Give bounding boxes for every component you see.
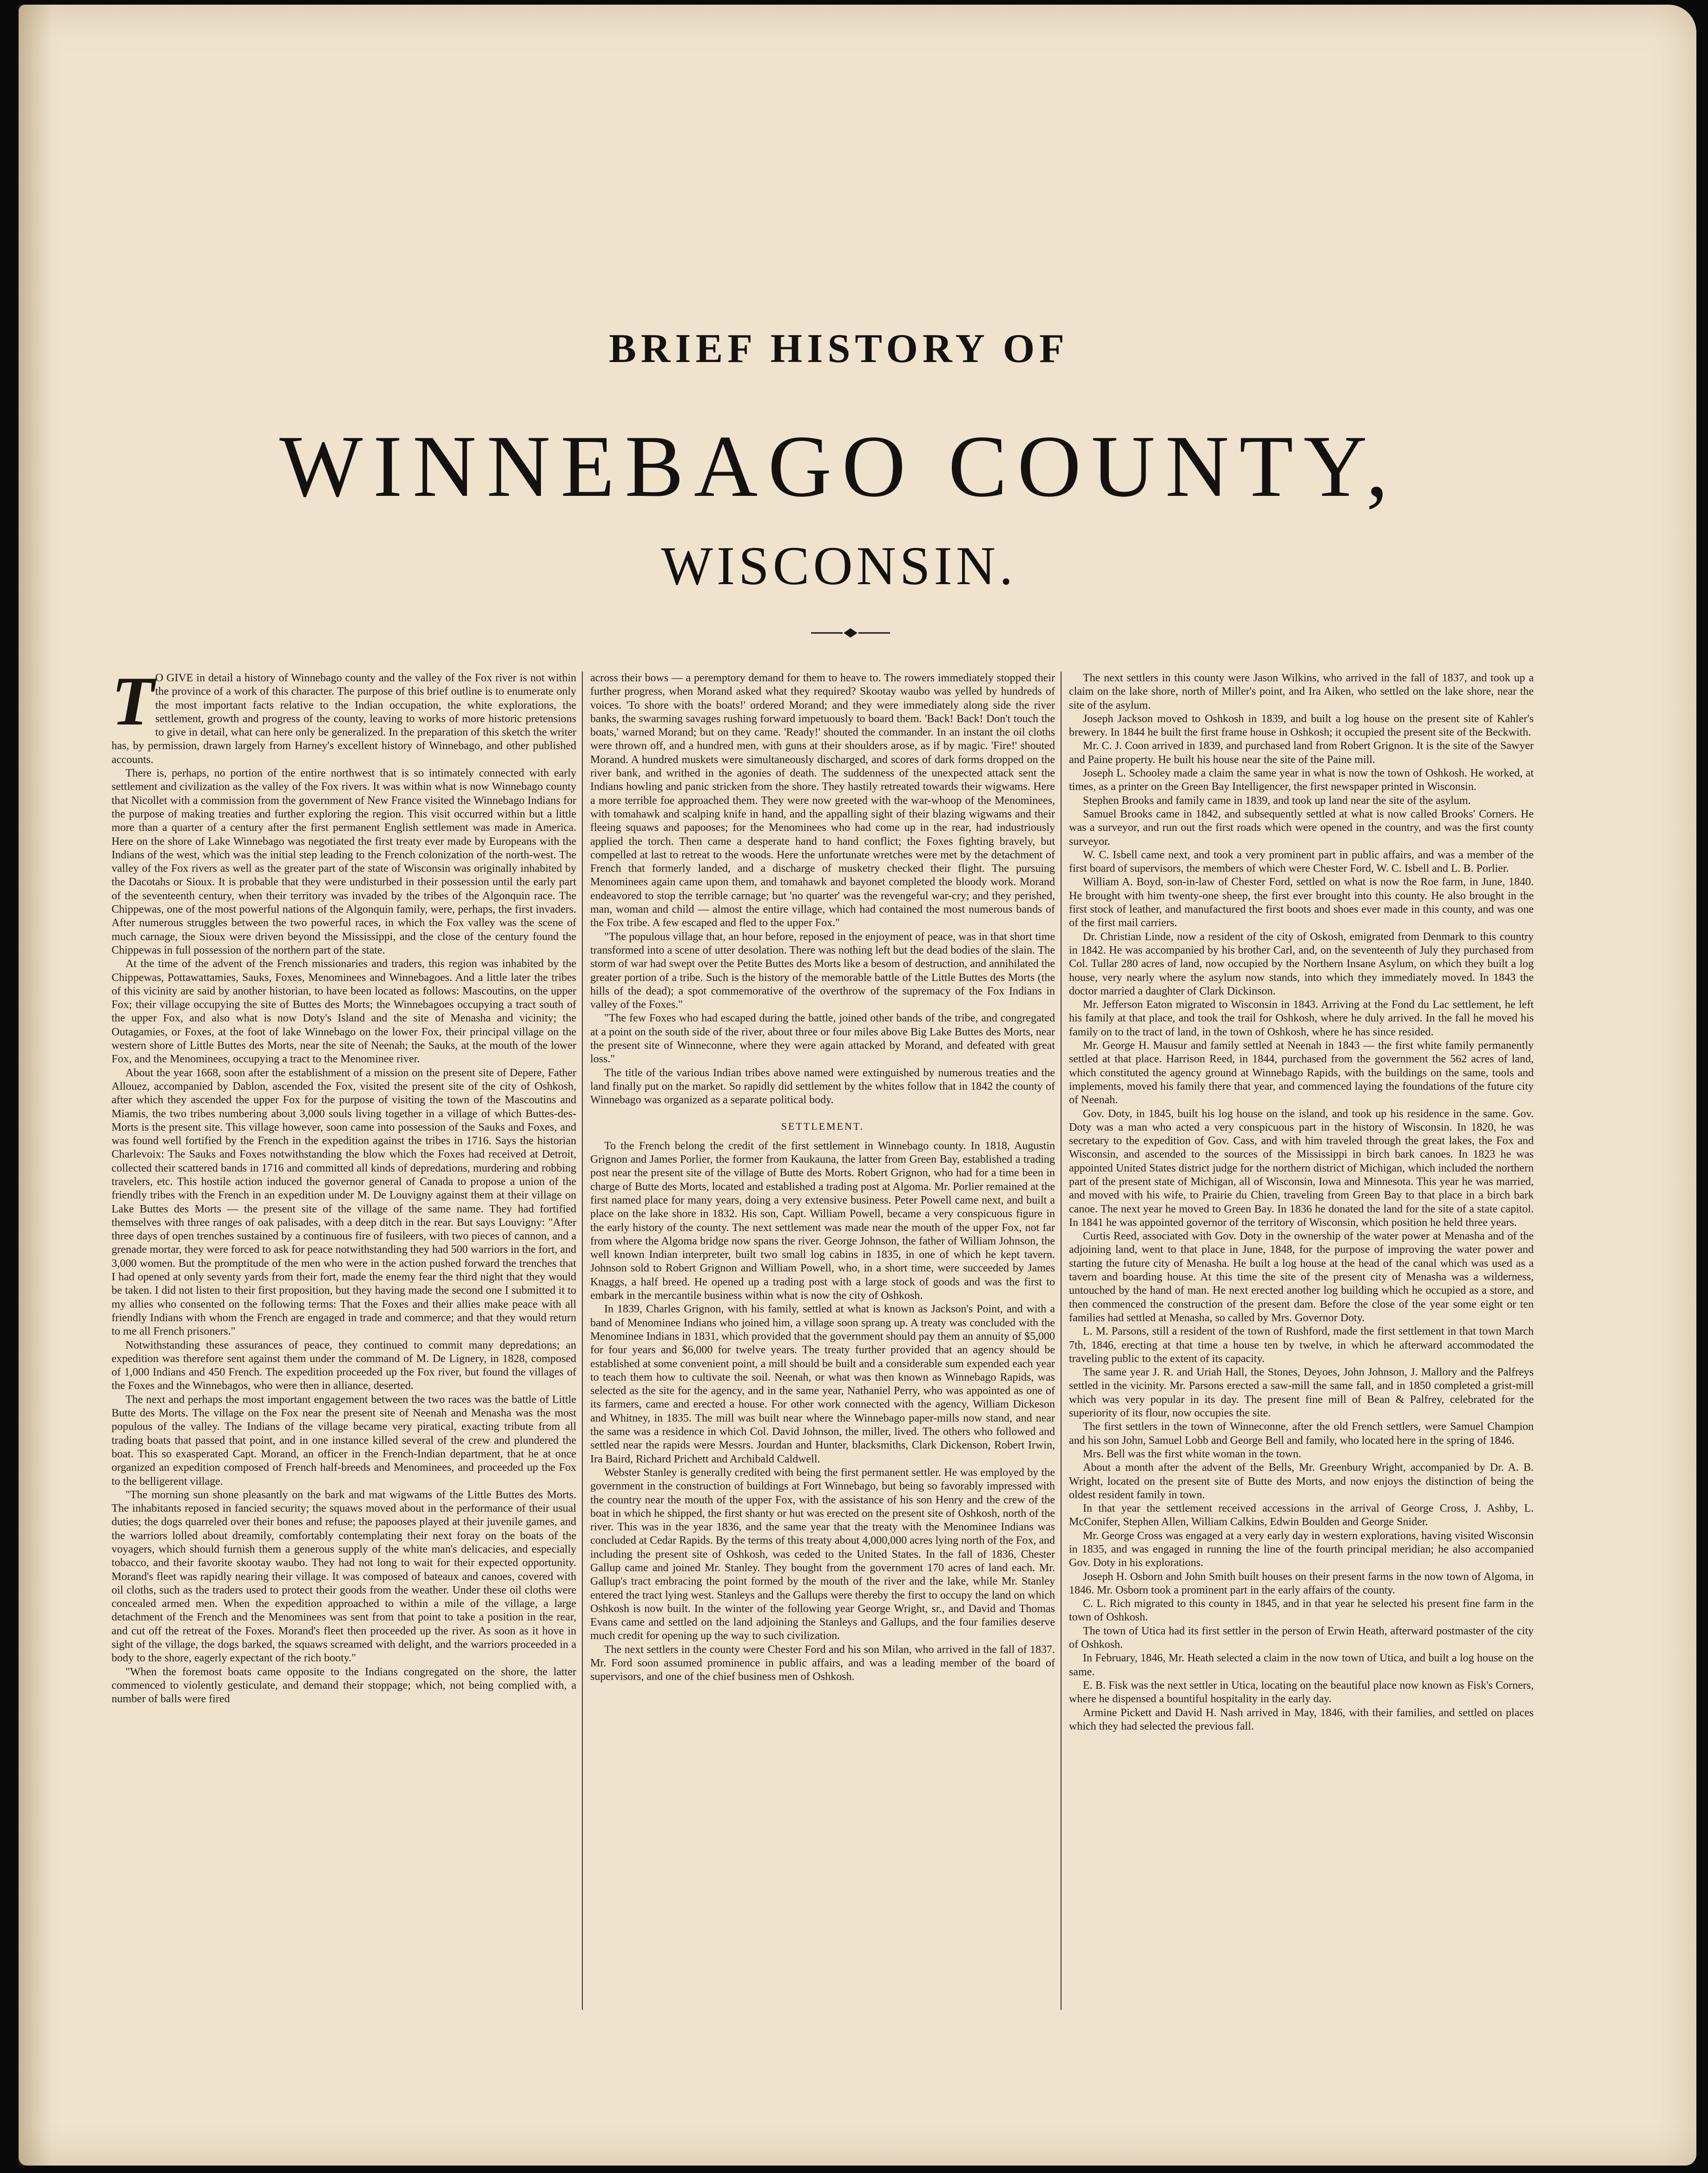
- column-1: [112, 663, 576, 1706]
- paragraph: At the time of the advent of the French missionaries and traders, this region was inhabited by the Chippewas, Pottawattamies, Sauks, Foxes, Menominees and Winnebagoes. And a little later the tribes of this vicinity are said by another historian, to have been located as follows: Mascoutins, on the upper Fox; their village occupying the site of Buttes des Morts; the Winnebagoes occupying a tract south of the upper Fox, and also what is now Doty's Island and the site of Menasha and vicinity; the Outagamies, or Foxes, at the foot of lake Winnebago on the lower Fox, their principal village on the western shore of Little Buttes des Morts, near the site of Neenah; the Sauks, at the mouth of the lower Fox, and the Menominees, occupying a tract to the Menominee river.: [112, 958, 576, 1066]
- headline-brief-history: BRIEF HISTORY OF: [609, 326, 1069, 371]
- paragraph: Mr. George Cross was engaged at a very early day in western explorations, having visited Wisconsin in 1835, and was engaged in running the line of the fourth principal meridian; he also accompanied Gov. Doty in his explorations.: [1069, 1529, 1534, 1569]
- paragraph: About a month after the advent of the Bells, Mr. Greenbury Wright, accompanied by Dr. A. B. Wright, located on the present site of Butte des Morts, and now enjoys the distinction of being the oldest resident family in town.: [1069, 1462, 1534, 1501]
- paragraph: In 1839, Charles Grignon, with his family, settled at what is known as Jackson's Point, and with a band of Menominee Indians who joined him, a village soon sprang up. A treaty was concluded with the Menominee Indians in 1831, which provided that the government should pay them an annuity of $5,000 for four years and $6,000 for twelve years. The treaty further provided that an agency should be established at some convenient point, a mill should be built and a considerable sum expended each year to teach them how to cultivate the soil. Neenah, or what was then known as Winnebago Rapids, was selected as the site for the agency, and in the same year, Nathaniel Perry, who was appointed as one of its farmers, came and erected a house. For other work connected with the agency, William Dickeson and Whitney, in 1835. The mill was built near where the Winnebago paper-mills now stand, and near the same was a residence in which Col. David Johnson, the miller, lived. The others who followed and settled near the rapids were Messrs. Jourdan and Hunter, blacksmiths, Clark Dickenson, Robert Irwin, Ira Baird, Richard Prichett and Archibald Caldwell.: [590, 1303, 1055, 1465]
- paragraph: Joseph Jackson moved to Oshkosh in 1839, and built a log house on the present site of Kahler's brewery. In 1844 he built the first frame house in Oshkosh; it occupied the present site of the Beckwith.: [1069, 712, 1534, 739]
- paragraph: Mr. C. J. Coon arrived in 1839, and purchased land from Robert Grignon. It is the site of the Sawyer and Paine property. He built his house near the site of the Paine mill.: [1069, 740, 1534, 766]
- paragraph: About the year 1668, soon after the establishment of a mission on the present site of Depere, Father Allouez, accompanied by Dablon, ascended the Fox, visited the present site of the city of Oshkosh, after which they ascended the upper Fox for the purpose of visiting the town of the Mascoutins and Miamis, the two tribes numbering about 3,000 souls living together in a village of which Buttes-des-Morts is the present site. This village however, soon came into possession of the Sauks and Foxes, and was found well fortified by the French in the expedition against the tribes in 1716. Says the historian Charlevoix: The Sauks and Foxes notwithstanding the blow which the Foxes had received at Detroit, collected their scattered bands in 1716 and committed all kinds of depredations, murdering and robbing travelers, etc. This hostile action induced the governor general of Canada to propose a union of the friendly tribes with the French in an expedition under M. De Louvigny against them at their village on Lake Buttes des Morts — the present site of the village of the same name. They had fortified themselves with three ranges of oak palisades, with a deep ditch in the rear. But says Louvigny: "After three days of open trenches sustained by a continuous fire of fusileers, with two pieces of cannon, and a grenade mortar, they were forced to ask for peace notwithstanding they had 500 warriors in the fort, and 3,000 women. But the promptitude of the men who were in the action pushed forward the trenches that I had opened at only seventy yards from their fort, made the enemy fear the third night that they would be taken. I did not listen to their first proposition, but they having made the second one I submitted it to my allies who consented on the following terms: That the Foxes and their allies make peace with all friendly Indians with whom the French are engaged in trade and commerce; and that they would return to me all French prisoners.": [112, 1067, 576, 1338]
- paragraph: "The populous village that, an hour before, reposed in the enjoyment of peace, was in that short time transformed into a scene of utter desolation. There was nothing left but the dead bodies of the slain. The storm of war had swept over the Petite Buttes des Morts like a besom of destruction, and annihilated the greater portion of a tribe. Such is the history of the memorable battle of the Little Buttes des Morts (the hills of the dead); a spot commemorative of the overthrow of the supremacy of the Fox Indians in valley of the Foxes.": [590, 930, 1055, 1011]
- paragraph: William A. Boyd, son-in-law of Chester Ford, settled on what is now the Roe farm, in June, 1840. He brought with him twenty-one sheep, the first ever brought into this county. He also brought in the first stock of leather, and manufactured the first boots and shoes ever made in this county, and was one of the first mail carriers.: [1069, 876, 1534, 929]
- paragraph: Curtis Reed, associated with Gov. Doty in the ownership of the water power at Menasha and of the adjoining land, went to that place in June, 1848, for the purpose of improving the water power and starting the future city of Menasha. He built a log house at the head of the canal which was used as a tavern and boarding house. At this time the site of the present city of Menasha was a wilderness, untouched by the hand of man. He next erected another log building which he occupied as a store, and then commenced the construction of the present dam. Before the close of the year some eight or ten families had settled at Menasha, so called by Mrs. Governor Doty.: [1069, 1230, 1534, 1324]
- paragraph: The next settlers in this county were Jason Wilkins, who arrived in the fall of 1837, and took up a claim on the lake shore, north of Miller's point, and Ira Aiken, who settled on the lake shore, near the site of the asylum.: [1069, 672, 1534, 711]
- paragraph: W. C. Isbell came next, and took a very prominent part in public affairs, and was a member of the first board of supervisors, the members of which were Chester Ford, W. C. Isbell and L. B. Porlier.: [1069, 849, 1534, 875]
- paragraph: Joseph H. Osborn and John Smith built houses on their present farms in the now town of Algoma, in 1846. Mr. Osborn took a prominent part in the early affairs of the county.: [1069, 1570, 1534, 1596]
- headline-winnebago-county: WINNEBAGO COUNTY,: [279, 418, 1398, 515]
- paragraph: Notwithstanding these assurances of peace, they continued to commit many depredations; an expedition was therefore sent against them under the command of M. De Lignery, in 1828, composed of 1,000 Indians and 450 French. The expedition proceeded up the Fox river, but found the villages of the Foxes and the Winnebagos, who were then in alliance, deserted.: [112, 1339, 576, 1392]
- paragraph: The title of the various Indian tribes above named were extinguished by numerous treaties and the land finally put on the market. So rapidly did settlement by the whites follow that in 1842 the county of Winnebago was organized as a separate political body.: [590, 1067, 1055, 1106]
- paragraph: To the French belong the credit of the first settlement in Winnebago county. In 1818, Augustin Grignon and James Porlier, the former from Kaukauna, the latter from Green Bay, established a trading post near the present site of the village of Butte des Morts. Robert Grignon, who had for a time been in charge of Butte des Morts, located and established a trading post at Algoma. Mr. Porlier remained at the first named place for many years, doing a very extensive business. Peter Powell came next, and built a place on the lake shore in 1832. His son, Capt. William Powell, became a very conspicuous figure in the early history of the county. The next settlement was made near the mouth of the upper Fox, not far from where the Algoma bridge now spans the river. George Johnson, the father of William Johnson, the well known Indian interpreter, built two small log cabins in 1835, in one of which he kept tavern. Johnson sold to Robert Grignon and William Powell, who, in a short time, were succeeded by James Knaggs, a half breed. He opened up a trading post with a large stock of goods and was the first to embark in the mercantile business within what is now the city of Oshkosh.: [590, 1139, 1055, 1302]
- paragraph: "The few Foxes who had escaped during the battle, joined other bands of the tribe, and congregated at a point on the south side of the river, about three or four miles above Big Lake Buttes des Morts, near the present site of Winneconne, where they were again attacked by Morand, and defeated with great loss.": [590, 1012, 1055, 1066]
- drop-cap: T: [112, 663, 154, 740]
- paragraph: Mrs. Bell was the first white woman in the town.: [1083, 1448, 1301, 1460]
- paragraph: Joseph L. Schooley made a claim the same year in what is now the town of Oshkosh. He worked, at times, as a printer on the Green Bay Intelligencer, the first newspaper printed in Wisconsin.: [1069, 767, 1534, 793]
- paragraph: Mr. Jefferson Eaton migrated to Wisconsin in 1843. Arriving at the Fond du Lac settlement, he left his family at that place, and took the trail for Oshkosh, where he duly arrived. In the fall he moved his family on to the tract of land, in the town of Oshkosh, where he has since resided.: [1069, 999, 1534, 1038]
- paragraph: "When the foremost boats came opposite to the Indians congregated on the shore, the latter commenced to violently gesticulate, and demand their stoppage; which, not being complied with, a number of balls were fired: [112, 1666, 576, 1705]
- paragraph: Mr. George H. Mausur and family settled at Neenah in 1843 — the first white family permanently settled at that place. Harrison Reed, in 1844, purchased from the government the 562 acres of land, which constituted the agency ground at Winnebago Rapids, with the buildings on the same, tools and implements, moved his family there that year, and commenced laying the foundations of the future city of Neenah.: [1069, 1040, 1534, 1106]
- column-2: [590, 672, 1055, 1684]
- paragraph: Armine Pickett and David H. Nash arrived in May, 1846, with their families, and settled on places which they had selected the previous fall.: [1069, 1706, 1534, 1732]
- intro-paragraph: T O GIVE in detail a history of Winnebago county and the valley of the Fox river is not within the province of a work of this character. The purpose of this brief outline is to enumerate only the most important facts relative to the Indian occupation, the white explorations, the settlement, growth and progress of the county, leaving to works of more historic pretensions to give in detail, what can here only be generalized. In the preparation of this sketch the writer has, by permission, drawn largely from Harney's excellent history of Winnebago, and other published accounts.: [112, 663, 576, 766]
- paragraph: The same year J. R. and Uriah Hall, the Stones, Deyoes, John Johnson, J. Mallory and the Palfreys settled in the vicinity. Mr. Parsons erected a saw-mill the same fall, and in 1850 completed a grist-mill which was very popular in its day. The present fine mill of Bean & Palfrey, celebrated for the superiority of its flour, now occupies the site.: [1069, 1366, 1534, 1420]
- paragraph: "The morning sun shone pleasantly on the bark and mat wigwams of the Little Buttes des Morts. The inhabitants reposed in fancied security; the squaws moved about in the performance of their usual duties; the dogs quarreled over their bones and refuse; the papooses played at their juvenile games, and the warriors lolled about dreamily, comfortably contemplating their next foray on the boats of the voyagers, which should furnish them a generous supply of the white man's delicacies, and especially tobacco, and their favorite skootay waubo. They had not long to wait for their expected opportunity. Morand's fleet was rapidly nearing their village. It was composed of bateaux and canoes, covered with oil cloths, such as the traders used to protect their goods from the weather. Under these oil cloths were concealed armed men. When the expedition approached to within a mile of the village, a large detachment of the French and the Menominees was sent from that point to take a position in the rear, and cut off the retreat of the Foxes. Morand's fleet then proceeded up the river. As soon as it hove in sight of the village, the dogs barked, the squaws screamed with delight, and the warriors proceeded in a body to the shore, eagerly expectant of the rich booty.": [112, 1488, 576, 1665]
- paragraph: L. M. Parsons, still a resident of the town of Rushford, made the first settlement in that town March 7th, 1846, erecting at that time a house ten by twelve, in which he afterward accommodated the traveling public to the extent of its capacity.: [1069, 1325, 1534, 1365]
- paragraph: The first settlers in the town of Winneconne, after the old French settlers, were Samuel Champion and his son John, Samuel Lobb and George Bell and family, who located here in the spring of 1846.: [1069, 1421, 1534, 1447]
- paragraph: E. B. Fisk was the next settler in Utica, locating on the beautiful place now known as Fisk's Corners, where he dispensed a bountiful hospitality in the early day.: [1069, 1679, 1534, 1705]
- paragraph: The next settlers in the county were Chester Ford and his son Milan, who arrived in the fall of 1837. Mr. Ford soon assumed prominence in public affairs, and was a leading member of the board of supervisors, and one of the chief business men of Oshkosh.: [590, 1643, 1055, 1683]
- paragraph: Samuel Brooks came in 1842, and subsequently settled at what is now called Brooks' Corners. He was a surveyor, and run out the first roads which were opened in the country, and was the first county surveyor.: [1069, 808, 1534, 848]
- paragraph: Webster Stanley is generally credited with being the first permanent settler. He was employed by the government in the construction of buildings at Fort Winnebago, but being so favorably impressed with the country near the mouth of the upper Fox, with the assistance of his son Henry and the crew of the boat in which he shipped, the first shanty or hut was erected on the present site of Oshkosh, north of the river. This was in the year 1836, and the same year that the treaty with the Menominee Indians was concluded at Cedar Rapids. By the terms of this treaty about 4,000,000 acres lying north of the Fox, and including the present site of Oshkosh, was ceded to the United States. In the fall of 1836, Chester Gallup came and joined Mr. Stanley. They bought from the government 170 acres of land each. Mr. Gallup's tract embracing the point formed by the mouth of the river and the lake, while Mr. Stanley entered the tract lying west. Stanleys and the Gallups were thereby the first to occupy the land on which Oshkosh is now built. In the winter of the following year George Wright, sr., and David and Thomas Evans came and settled on the land adjoining the Stanleys and Gallups, and the four families deserve much credit for opening up the way to such civilization.: [590, 1466, 1055, 1642]
- paragraph: Gov. Doty, in 1845, built his log house on the island, and took up his residence in the same. Gov. Doty was a man who acted a very conspicuous part in the history of Wisconsin. In 1820, he was secretary to the expedition of Gov. Cass, and with him traveled through the great lakes, the Fox and Wisconsin, and ascended to the sources of the Mississippi in birch bark canoes. In 1823 he was appointed United States district judge for the northern district of Michigan, which included the northern part of the present state of Michigan, all of Wisconsin, Iowa and Minnesota. This year he was married, and moved with his wife, to Prairie du Chien, traveling from Green Bay to that place in a birch bark canoe. The next year he moved to Green Bay. In 1836 he donated the land for the site of a state capitol. In 1841 he was appointed governor of the territory of Wisconsin, which position he held three years.: [1069, 1107, 1534, 1229]
- section-heading-settlement: SETTLEMENT.: [781, 1120, 864, 1132]
- paragraph: across their bows — a peremptory demand for them to heave to. The rowers immediately stopped their further progress, when Morand asked what they required? Skootay waubo was yelled by hundreds of voices. 'To shore with the boats!' ordered Morand; and they were immediately along side the river banks, the swarming savages rushing forward impetuously to board them. 'Back! Back! Don't touch the boats,' warned Morand; but on they came. 'Ready!' shouted the commander. In an instant the oil cloths were thrown off, and a hundred men, with guns at their shoulders arose, as if by magic. 'Fire!' shouted Morand. A hundred muskets were simultaneously discharged, and scores of dark forms dropped on the river bank, and writhed in the agonies of death. The suddenness of the unexpected attack sent the Indians howling and panic stricken from the shore. They hastily retreated towards their wigwams. Here a more terrible foe approached them. They were now greeted with the war-whoop of the Menominees, with tomahawk and scalping knife in hand, and the appalling sight of their blazing wigwams and their fleeing squaws and papooses; for the Menominees who had come up in the rear, had industriously applied the torch. Then came a desperate hand to hand conflict; the Foxes fighting bravely, but compelled at last to retreat to the woods. Here the unfortunate wretches were met by the detachment of French that formerly landed, and a discharge of musketry checked their flight. The pursuing Menominees again came upon them, and tomahawk and bayonet completed the bloody work. Morand endeavored to stop the terrible carnage; but 'no quarter' was the revengeful war-cry; and they perished, man, woman and child — almost the entire village, which had contained the most numerous bands of the Fox tribe. A few escaped and fled to the upper Fox.": [590, 672, 1055, 929]
- column-rule-left: [582, 672, 583, 2010]
- ornament-divider-icon: [811, 627, 890, 639]
- paragraph: There is, perhaps, no portion of the entire northwest that is so intimately connected with early settlement and civilization as the valley of the Fox rivers. It was within what is now Winnebago county that Nicollet with a commission from the government of New France visited the Winnebago Indians for the purpose of making treaties and further exploring the region. This visit occurred within but a little more than a quarter of a century after the first permanent English settlement was made in America. Here on the shore of Lake Winnebago was negotiated the first treaty ever made by Europeans with the Indians of the west, which was the initial step leading to the French colonization of the north-west. The valley of the Fox rivers as well as the greater part of the state of Wisconsin was originally inhabited by the Dacotahs or Sioux. It is probable that they were undisturbed in their possession until the early part of the seventeenth century, when their territory was invaded by the tribes of the Algonquin race. The Chippewas, one of the most powerful nations of the Algonquin family, were, perhaps, the first invaders. After numerous struggles between the two powerful races, in which the Fox valley was the scene of much carnage, the Sioux were driven beyond the Mississippi, and the close of the century found the Chippewas in full possession of the northern part of the state.: [112, 767, 576, 956]
- headline-wisconsin: WISCONSIN.: [661, 535, 1017, 596]
- column-3: [1069, 672, 1534, 1733]
- column-rule-right: [1061, 672, 1062, 2010]
- paragraph: C. L. Rich migrated to this county in 1845, and in that year he selected his present fine farm in the town of Oshkosh.: [1069, 1598, 1534, 1624]
- paragraph: In that year the settlement received accessions in the arrival of George Cross, J. Ashby, L. McConifer, Stephen Allen, William Calkins, Edwin Boulden and George Snider.: [1069, 1502, 1534, 1528]
- paragraph: Dr. Christian Linde, now a resident of the city of Oskosh, emigrated from Denmark to this country in 1842. He was accompanied by his brother Carl, and, on the seventeenth of July they purchased from Col. Tullar 280 acres of land, now occupied by the Northern Insane Asylum, on which they built a log house, very nearly where the asylum now stands, into which they immediately moved. In 1843 the doctor married a daughter of Clark Dickinson.: [1069, 930, 1534, 997]
- paragraph: In February, 1846, Mr. Heath selected a claim in the now town of Utica, and built a log house on the same.: [1069, 1652, 1534, 1678]
- paragraph: The town of Utica had its first settler in the person of Erwin Heath, afterward postmaster of the city of Oshkosh.: [1069, 1625, 1534, 1651]
- paragraph: Stephen Brooks and family came in 1839, and took up land near the site of the asylum.: [1083, 794, 1471, 807]
- paragraph: The next and perhaps the most important engagement between the two races was the battle of Little Butte des Morts. The village on the Fox near the present site of Neenah and Menasha was the most populous of the valley. The Indians of the village became very piratical, exacting tribute from all trading boats that passed that point, and in one instance killed several of the crew and plundered the boat. This so exasperated Capt. Morand, an officer in the French-Indian department, that he at once organized an expedition composed of French half-breeds and Menominees, and proceeded up the Fox to the belligerent village.: [112, 1393, 576, 1488]
